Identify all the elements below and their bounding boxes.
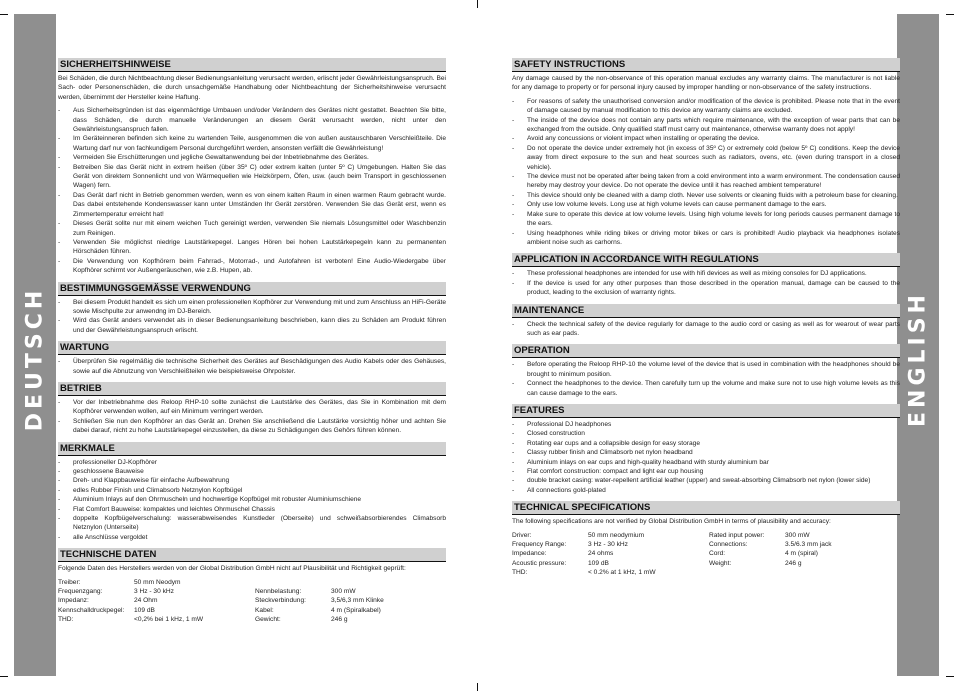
list-item: - Before operating the Reloop RHP-10 the volume level of the device that is used in combination with the headphones should be brought to minimum position.	[512, 360, 900, 379]
list-item: - Aluminium Inlays auf den Ohrmuscheln und hochwertige Kopfbügel mit robuster Aluminiumschiene	[58, 495, 446, 504]
section	[58, 382, 446, 436]
list-item: - professioneller DJ-Kopfhörer	[58, 458, 446, 467]
bullet-list	[512, 97, 900, 248]
list-item: - Die Verwendung von Kopfhörern beim Fahrrad-, Motorrad-, und Autofahren ist verboten! Eine Audio-Wiedergabe über Kopfhörer schirmt vor Außengeräuschen, wie z.B. Hupen, ab.	[58, 257, 446, 276]
section	[512, 304, 900, 339]
spec-label: Frequency Range:	[512, 541, 567, 549]
list-item: - For reasons of safety the unauthorised conversion and/or modification of the device is prohibited. Please note that in the event of damage caused by manual modification to this device any warranty claims are excluded.	[512, 97, 900, 116]
spec-table	[512, 531, 900, 578]
spec-row	[512, 540, 900, 549]
spec-row	[58, 606, 446, 615]
list-item: - Im Geräteinneren befinden sich keine zu wartenden Teile, ausgenommen die von außen austauschbaren Verschleißteile. Die Wartung darf nur von fachkundigem Personal durchgeführt werden, ansonsten verfällt die Gewährleistung!	[58, 134, 446, 153]
list-item: - edles Rubber Finish und Climabsorb Netznylon Kopfbügel	[58, 486, 446, 495]
list-item: - Make sure to operate this device at low volume levels. Using high volume levels for long periods causes permanent damage to the ears.	[512, 210, 900, 229]
section-heading: BETRIEB	[58, 382, 446, 396]
bullet-list	[58, 398, 446, 436]
section-heading: BESTIMMUNGSGEMÄSSE VERWENDUNG	[58, 282, 446, 296]
section	[512, 404, 900, 495]
right-column	[512, 58, 900, 578]
spec-value: 300 mW	[331, 588, 356, 596]
section	[512, 344, 900, 398]
spec-label: Kabel:	[255, 606, 274, 614]
list-item: - Using headphones while riding bikes or driving motor bikes or cars is prohibited! Audio playback via headphones isolates ambient noise such as carhorns.	[512, 229, 900, 248]
spec-row	[58, 596, 446, 605]
list-item: - Connect the headphones to the device. Then carefully turn up the volume and make sure not to use high volume levels as this can cause damage to the ears.	[512, 379, 900, 398]
list-item: - Das Gerät darf nicht in Betrieb genommen werden, wenn es von einem kalten Raum in einen warmen Raum gebracht wurde. Das dabei entstehende Kondenswasser kann unter Umständen Ihr Gerät zerstören. Verwenden Sie das Gerät erst, wenn es Zimmertemperatur erreicht hat!	[58, 191, 446, 219]
spec-value: 3 Hz - 30 kHz	[588, 541, 628, 549]
spec-table	[58, 578, 446, 625]
spec-label: Weight:	[709, 559, 732, 567]
list-item: - alle Anschlüsse vergoldet	[58, 533, 446, 542]
spec-value: <0,2% bei 1 kHz, 1 mW	[134, 616, 204, 624]
section	[512, 58, 900, 247]
list-item: - If the device is used for any other purposes than those described in the operation manual, damage can be caused to the product, leading to the exclusion of warranty rights.	[512, 279, 900, 298]
spec-label	[709, 568, 785, 577]
list-item: - Verwenden Sie möglichst niedrige Lautstärkepegel. Langes Hören bei hohen Lautstärkepegeln kann zu permanenten Hörschäden führen.	[58, 238, 446, 257]
spec-value: 50 mm Neodym	[134, 578, 181, 586]
language-tab-de	[14, 14, 56, 676]
spec-value: 3,5/6,3 mm Klinke	[331, 597, 384, 605]
list-item: - Classy rubber finish and Climabsorb net nylon headband	[512, 448, 900, 457]
list-item: - Only use low volume levels. Long use at high volume levels can cause permanent damage to the ears.	[512, 200, 900, 209]
list-item: - Avoid any concussions or violent impact when installing or operating the device.	[512, 134, 900, 143]
spec-label: Impedance:	[512, 550, 547, 558]
spec-label: Acoustic pressure:	[512, 559, 567, 567]
list-item: - Aluminium inlays on ear cups and high-quality headband with sturdy aluminium bar	[512, 458, 900, 467]
list-item: - Do not operate the device under extremely hot (in excess of 35º C) or extremely cold (below 5º C) conditions. Keep the device away from direct exposure to the sun and heat sources such as radiators, ovens, etc. (even during transport in a closed vehicle).	[512, 144, 900, 172]
spec-value: 24 ohms	[588, 550, 614, 558]
list-item: - The device must not be operated after being taken from a cold environment into a warm environment. The condensation caused hereby may destroy your device. Do not operate the device until it has reached ambient temperature!	[512, 172, 900, 191]
spec-label: Driver:	[512, 531, 532, 539]
spec-value: 3 Hz - 30 kHz	[134, 588, 174, 596]
list-item: - The inside of the device does not contain any parts which require maintenance, with the exception of wear parts that can be exchanged from the outside. Only qualified staff must carry out maintenance, otherwise warranty does not apply!	[512, 116, 900, 135]
list-item: - Schließen Sie nun den Kopfhörer an das Gerät an. Drehen Sie anschließend die Lautstärke vorsichtig höher und achten Sie dabei darauf, nicht zu hohe Lautstärkepegel einzustellen, da diese zu Schädigungen des Gehörs führen können.	[58, 417, 446, 436]
bullet-list	[58, 357, 446, 376]
spec-section	[512, 501, 900, 577]
section-intro: Bei Schäden, die durch Nichtbeachtung dieser Bedienungsanleitung verursacht werden, erlischt jeder Gewährleistungsanspruch. Bei Sach- oder Personenschäden, die durch unsachgemäße Handhabung oder Nichtbeachtung der Sicherheitshinweise verursacht werden, übernimmt der Hersteller keine Haftung.	[58, 75, 446, 101]
list-item: - Flat Comfort Bauweise: kompaktes und leichtes Ohrmuschel Chassis	[58, 505, 446, 514]
bullet-list	[512, 320, 900, 339]
list-item: - These professional headphones are intended for use with hifi devices as well as mixing consoles for DJ applications.	[512, 269, 900, 278]
spec-value: 4 m (Spiralkabel)	[331, 606, 381, 614]
section-heading: SICHERHEITSHINWEISE	[58, 58, 446, 72]
spec-label: Steckverbindung:	[255, 597, 306, 605]
language-label: DEUTSCH	[22, 286, 48, 432]
spec-label: THD:	[512, 569, 528, 577]
spec-row	[512, 559, 900, 568]
spec-value	[331, 578, 446, 587]
bullet-list	[512, 269, 900, 297]
spec-value: < 0.2% at 1 kHz, 1 mW	[588, 569, 656, 577]
section	[58, 442, 446, 543]
section-heading: WARTUNG	[58, 341, 446, 355]
spec-row	[512, 531, 900, 540]
spec-row	[512, 549, 900, 558]
list-item: - Flat comfort construction: compact and light ear cup housing	[512, 467, 900, 476]
section-heading: TECHNICAL SPECIFICATIONS	[512, 501, 900, 515]
spec-intro: The following specifications are not verified by Global Distribution GmbH in terms of plausibility and accuracy:	[512, 518, 831, 526]
section-heading: APPLICATION IN ACCORDANCE WITH REGULATIONS	[512, 253, 900, 267]
spec-value: 300 mW	[785, 531, 810, 539]
section	[58, 58, 446, 276]
spec-value: 24 Ohm	[134, 597, 158, 605]
list-item: - Bei diesem Produkt handelt es sich um einen professionellen Kopfhörer zur Verwendung mit und zum Anschluss an HiFi-Geräte sowie Mischpulte zur anwendng im DJ-Bereich.	[58, 298, 446, 317]
section-heading: FEATURES	[512, 404, 900, 418]
bullet-list	[58, 106, 446, 275]
list-item: - This device should only be cleaned with a damp cloth. Never use solvents or cleaning fluids with a petroleum base for cleaning.	[512, 191, 900, 200]
list-item: - Dreh- und Klappbauweise für einfache Aufbewahrung	[58, 476, 446, 485]
list-item: - Vor der Inbetriebnahme des Reloop RHP-10 sollte zunächst die Lautstärke des Gerätes, das Sie in Kombination mit dem Kopfhörer verwenden wollen, auf ein Minimum verringert werden.	[58, 398, 446, 417]
bullet-list	[512, 360, 900, 398]
spec-label: Treiber:	[58, 578, 81, 586]
spec-value: 3.5/6.3 mm jack	[785, 541, 832, 549]
spec-label: Gewicht:	[255, 616, 281, 624]
list-item: - Dieses Gerät sollte nur mit einem weichen Tuch gereinigt werden, verwenden Sie niemals Lösungsmittel oder Waschbenzin zum Reinigen.	[58, 219, 446, 238]
section-heading: SAFETY INSTRUCTIONS	[512, 58, 900, 72]
section-heading: MERKMALE	[58, 442, 446, 456]
spec-value: 246 g	[785, 559, 802, 567]
spec-value: 109 dB	[588, 559, 609, 567]
spec-row	[512, 568, 900, 577]
spec-row	[58, 615, 446, 624]
list-item: - Wird das Gerät anders verwendet als in dieser Bedienungsanleitung beschrieben, kann dies zu Schäden am Produkt führen und der Gewährleistungsanspruch erlischt.	[58, 316, 446, 335]
list-item: - Aus Sicherheitsgründen ist das eigenmächtige Umbauen und/oder Verändern des Gerätes nicht gestattet. Beachten Sie bitte, dass Schäden, die durch manuelle Veränderungen an diesem Gerät verursacht werden, nicht unter den Gewährleistungsanspruch fallen.	[58, 106, 446, 134]
spec-label: Cord:	[709, 550, 726, 558]
spec-value: 109 dB	[134, 606, 155, 614]
left-column	[58, 58, 446, 625]
list-item: - Vermeiden Sie Erschütterungen und jegliche Gewaltanwendung bei der Inbetriebnahme des Gerätes.	[58, 153, 446, 162]
spec-label: Frequenzgang:	[58, 588, 103, 596]
list-item: - Closed construction	[512, 429, 900, 438]
spec-row	[58, 578, 446, 587]
list-item: - Überprüfen Sie regelmäßig die technische Sicherheit des Gerätes auf Beschädigungen des Audio Kabels oder des Gehäuses, sowie auf die Abnutzung von Verschleißteilen wie beispielsweise Ohrpolster.	[58, 357, 446, 376]
spec-label	[255, 578, 331, 587]
language-label: ENGLISH	[905, 291, 931, 427]
section-heading: OPERATION	[512, 344, 900, 358]
bullet-list	[512, 420, 900, 495]
list-item: - Professional DJ headphones	[512, 420, 900, 429]
list-item: - Betreiben Sie das Gerät nicht in extrem heißen (über 35º C) oder extrem kalten (unter 5º C) Umgebungen. Halten Sie das Gerät von direktem Sonnenlicht und von Wärmequellen wie Heizkörpern, Öfen, usw. (auch beim Transport in geschlossenen Wagen) fern.	[58, 163, 446, 191]
bullet-list	[58, 298, 446, 336]
list-item: - doppelte Kopfbügelverschalung: wasserabweisendes Kunstleder (Oberseite) und schweißabsorbierendes Climabsorb Netznylon (Unterseite)	[58, 514, 446, 533]
spec-label: Rated input power:	[709, 531, 765, 539]
spec-label: Impedanz:	[58, 597, 89, 605]
section	[58, 341, 446, 376]
section-intro: Any damage caused by the non-observance of this operation manual excludes any warranty claims. The manufacturer is not liable for any damage to property or for personal injury caused by improper handling or non-observance of the safety instructions.	[512, 75, 900, 92]
spec-section	[58, 548, 446, 624]
section	[58, 282, 446, 336]
spec-label: THD:	[58, 616, 74, 624]
section	[512, 253, 900, 297]
language-tab-en	[897, 14, 939, 676]
spec-label: Nennbelastung:	[255, 588, 302, 596]
section-heading: MAINTENANCE	[512, 304, 900, 318]
spec-row	[58, 587, 446, 596]
section-heading: TECHNISCHE DATEN	[58, 548, 446, 562]
spec-label: Connections:	[709, 541, 748, 549]
spec-value: 4 m (spiral)	[785, 550, 818, 558]
spec-intro: Folgende Daten des Herstellers werden von der Global Distribution GmbH nicht auf Plausibilität und Richtigkeit geprüft:	[58, 565, 406, 573]
list-item: - All connections gold-plated	[512, 486, 900, 495]
list-item: - double bracket casing: water-repellent artificial leather (upper) and sweat-absorbing Climabsorb net nylon (lower side)	[512, 476, 900, 485]
spec-label: Kennschalldruckpegel:	[58, 606, 125, 614]
bullet-list	[58, 458, 446, 543]
spec-value	[785, 568, 900, 577]
list-item: - geschlossene Bauweise	[58, 467, 446, 476]
right-page	[477, 0, 954, 691]
spec-value: 50 mm neodymium	[588, 531, 645, 539]
list-item: - Rotating ear cups and a collapsible design for easy storage	[512, 439, 900, 448]
list-item: - Check the technical safety of the device regularly for damage to the audio cord or casing as well as for wearout of wear parts such as ear pads.	[512, 320, 900, 339]
spec-value: 246 g	[331, 616, 348, 624]
